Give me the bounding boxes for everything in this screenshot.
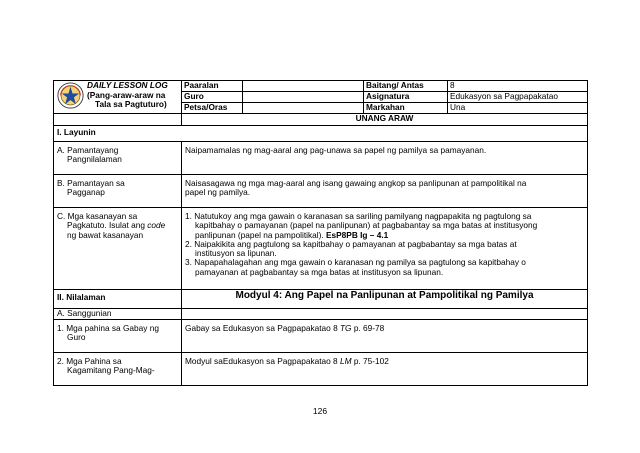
pagganap-text-line2: papel ng pamilya.	[185, 187, 251, 198]
section-sanggunian: A. Sanggunian	[54, 309, 182, 320]
log-title: DAILY LESSON LOG	[87, 80, 168, 90]
section-layunin: I. Layunin	[54, 126, 588, 142]
guro-value	[243, 92, 364, 103]
objective-1-line2: kapitbahay o pamayanan (papel na panlipunan) at pagbabantay sa mga batas at institusyong	[195, 220, 538, 231]
asignatura-value: Edukasyon sa Pagpapakatao	[448, 92, 588, 103]
daily-lesson-log-table	[53, 80, 588, 386]
gabay-row	[54, 320, 588, 353]
asignatura-label: Asignatura	[364, 92, 448, 103]
kagamitan-text	[182, 353, 588, 386]
objective-1-code: EsP8PB Ig – 4.1	[326, 229, 389, 240]
pamantayang-label-line2: Pangnilalaman	[67, 154, 122, 165]
baitang-value: 8	[448, 81, 588, 92]
pagganap-text	[182, 175, 588, 208]
pamantayang-label	[54, 142, 182, 175]
header-row-paaralan	[54, 81, 588, 92]
page-number: 126	[312, 406, 328, 416]
kagamitan-text-pages: p. 75-102	[351, 356, 389, 366]
gabay-label-line1: 1. Mga pahina sa Gabay ng	[57, 323, 159, 333]
kasanayan-label-code: code	[147, 220, 166, 231]
guro-label: Guro	[182, 92, 243, 103]
gabay-text	[182, 320, 588, 353]
day-title: UNANG ARAW	[182, 114, 588, 126]
kasanayan-label	[54, 208, 182, 290]
sanggunian-row	[54, 309, 588, 320]
objective-1-line1: 1. Natutukoy ang mga gawain o karanasan sa sariling pamilyang nagpapakita ng pagtulong sa	[185, 211, 532, 221]
kagamitan-row	[54, 353, 588, 386]
module-title-cell	[182, 290, 588, 309]
module-title: Modyul 4: Ang Papel na Panlipunan at Pampolitikal ng Pamilya	[235, 290, 534, 301]
markahan-value: Una	[448, 103, 588, 114]
petsa-label: Petsa/Oras	[182, 103, 243, 114]
sanggunian-blank	[182, 309, 588, 320]
kagamitan-label	[54, 353, 182, 386]
baitang-label: Baitang/ Antas	[364, 81, 448, 92]
objectives-list	[182, 208, 588, 290]
nilalaman-row	[54, 290, 588, 309]
pagganap-label-line2: Pagganap	[67, 187, 105, 198]
kasanayan-label-line2a: Pagkatuto. Isulat ang	[67, 220, 148, 231]
pagganap-text-line1: Naisasagawa ng mga mag-aaral ang isang gawaing angkop sa panlipunan at pampolitikal na	[185, 178, 527, 188]
pamantayang-text: Naipamamalas ng mag-aaral ang pag-unawa sa papel ng pamilya sa pamayanan.	[182, 142, 588, 175]
header-logo-cell	[54, 81, 182, 114]
log-subtitle-1: (Pang-araw-araw na	[87, 89, 166, 100]
objective-3-line2: pamayanan at pagbabantay sa mga batas at institusyon sa lipunan.	[195, 266, 444, 277]
pagganap-row	[54, 175, 588, 208]
gabay-text-tg: TG	[339, 323, 352, 333]
markahan-label: Markahan	[364, 103, 448, 114]
objective-3-line1: 3. Napapahalagahan ang mga gawain o karanasan ng pamilya sa pagtulong sa kapitbahay o	[185, 257, 526, 268]
objective-1-line3-text: panlipunan (papel na pampolitikal).	[195, 229, 326, 240]
petsa-value	[243, 103, 364, 114]
gabay-label-line2: Guro	[67, 332, 86, 343]
pagganap-label	[54, 175, 182, 208]
gabay-label	[54, 320, 182, 353]
pagganap-label-line1: B. Pamantayan sa	[57, 178, 125, 188]
kasanayan-row	[54, 208, 588, 290]
gabay-text-pages: p. 69-78	[351, 323, 385, 333]
objective-2-line2: institusyon sa lipunan.	[195, 248, 277, 259]
objective-2-line1: 2. Naipakikita ang pagtulong sa kapitbahay o pamayanan at pagbabantay sa mga batas at	[185, 238, 517, 249]
paaralan-label: Paaralan	[182, 81, 243, 92]
kagamitan-label-line2: Kagamitang Pang-Mag-	[67, 365, 155, 376]
layunin-row	[54, 126, 588, 142]
pamantayang-row	[54, 142, 588, 175]
kagamitan-label-line1: 2. Mga Pahina sa	[57, 356, 122, 366]
deped-seal-icon	[57, 82, 84, 109]
kasanayan-label-line3: ng bawat kasanayan	[67, 229, 144, 240]
pamantayang-label-line1: A. Pamantayang	[57, 145, 119, 155]
paaralan-value	[243, 81, 364, 92]
kagamitan-text-a: Modyul saEdukasyon sa Pagpapakatao 8	[185, 356, 340, 366]
day-title-blank	[54, 114, 182, 126]
log-subtitle-2: Tala sa Pagtuturo)	[95, 99, 167, 110]
gabay-text-a: Gabay sa Edukasyon sa Pagpapakatao 8	[185, 323, 340, 333]
day-title-row	[54, 114, 588, 126]
section-nilalaman: II. Nilalaman	[54, 290, 182, 309]
kagamitan-text-lm: LM	[339, 356, 352, 366]
kasanayan-label-line1: C. Mga kasanayan sa	[57, 211, 138, 221]
log-title-block	[87, 81, 168, 110]
